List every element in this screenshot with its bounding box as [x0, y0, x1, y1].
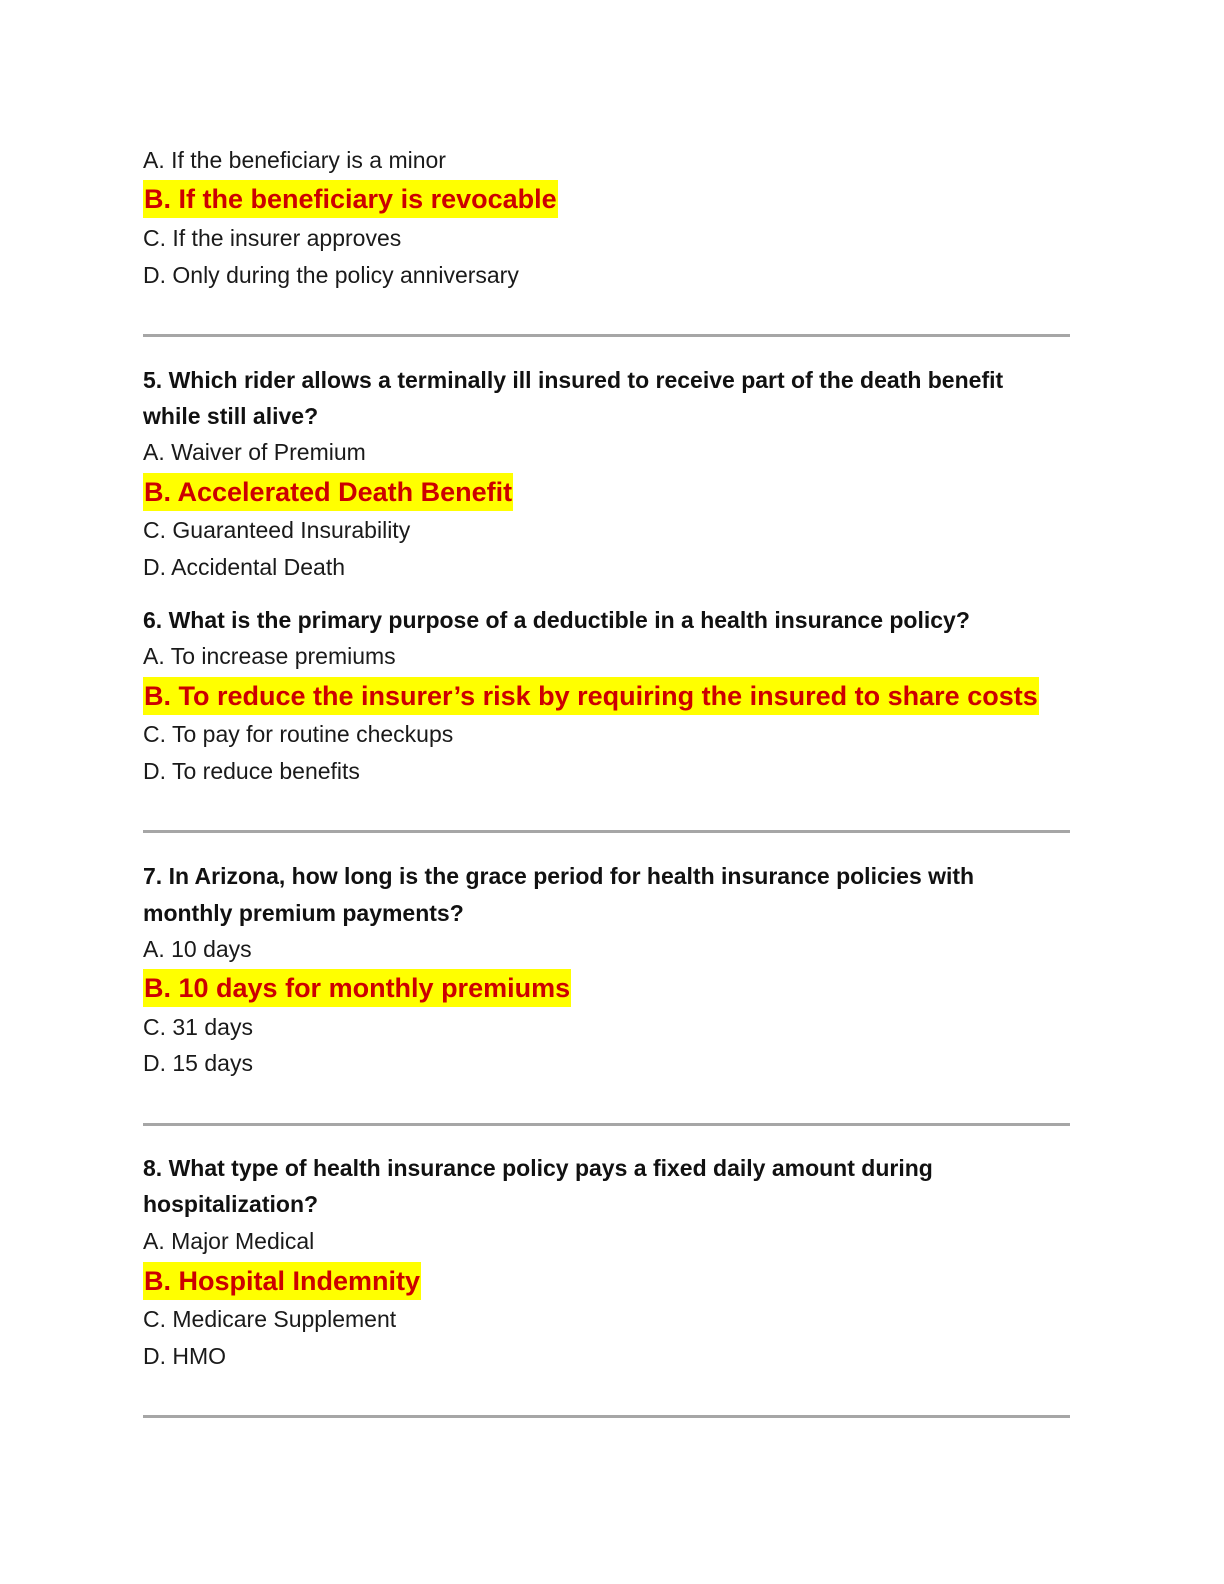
- q4-answer-option-b: B. If the beneficiary is revocable: [143, 180, 558, 218]
- q8-option-a: A. Major Medical: [143, 1228, 315, 1254]
- q4-option-c: C. If the insurer approves: [143, 225, 402, 251]
- q5-question-line-2: while still alive?: [143, 403, 319, 429]
- q6-option-c: C. To pay for routine checkups: [143, 721, 454, 747]
- q8-option-c: C. Medicare Supplement: [143, 1306, 397, 1332]
- q4-option-a: A. If the beneficiary is a minor: [143, 147, 446, 173]
- q8-answer-option-b: B. Hospital Indemnity: [143, 1262, 421, 1300]
- section-divider: [143, 830, 1070, 833]
- q8-question-line-2: hospitalization?: [143, 1191, 319, 1217]
- section-divider: [143, 1415, 1070, 1418]
- q5-option-a: A. Waiver of Premium: [143, 439, 366, 465]
- q6-answer-option-b: B. To reduce the insurer’s risk by requiring the insured to share costs: [143, 677, 1039, 715]
- q7-answer-option-b: B. 10 days for monthly premiums: [143, 969, 571, 1007]
- q6-question-line-1: 6. What is the primary purpose of a deductible in a health insurance policy?: [143, 607, 970, 633]
- q7-question-line-1: 7. In Arizona, how long is the grace period for health insurance policies with: [143, 863, 975, 889]
- q7-option-d: D. 15 days: [143, 1050, 253, 1076]
- q7-option-c: C. 31 days: [143, 1014, 253, 1040]
- q5-answer-option-b: B. Accelerated Death Benefit: [143, 473, 513, 511]
- section-divider: [143, 334, 1070, 337]
- q8-option-d: D. HMO: [143, 1343, 227, 1369]
- q4-option-d: D. Only during the policy anniversary: [143, 262, 519, 288]
- q5-option-d: D. Accidental Death: [143, 554, 346, 580]
- q6-option-a: A. To increase premiums: [143, 643, 396, 669]
- q6-option-d: D. To reduce benefits: [143, 758, 360, 784]
- q5-question-line-1: 5. Which rider allows a terminally ill insured to receive part of the death benefit: [143, 367, 1004, 393]
- section-divider: [143, 1123, 1070, 1126]
- q5-option-c: C. Guaranteed Insurability: [143, 517, 411, 543]
- q7-question-line-2: monthly premium payments?: [143, 900, 464, 926]
- q8-question-line-1: 8. What type of health insurance policy pays a fixed daily amount during: [143, 1155, 933, 1181]
- q7-option-a: A. 10 days: [143, 936, 252, 962]
